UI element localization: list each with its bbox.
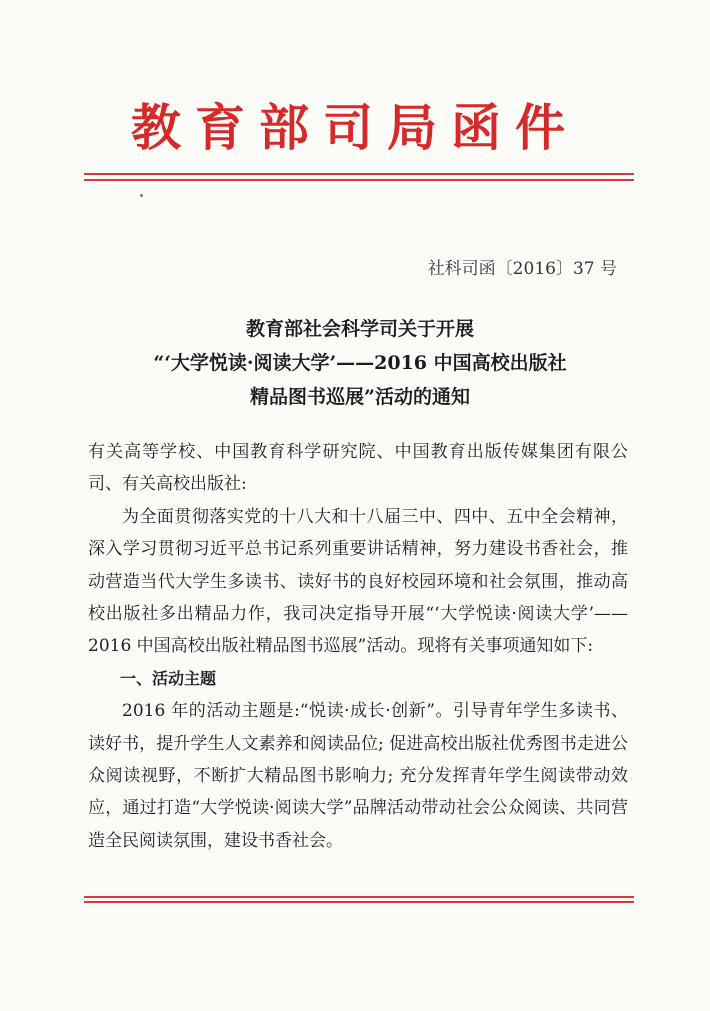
letterhead-title: 教育部司局函件 — [131, 98, 579, 157]
scan-speck — [140, 194, 143, 197]
intro-paragraph: 为全面贯彻落实党的十八大和十八届三中、四中、五中全会精神，深入学习贯彻习近平总书记系列重要讲话精神，努力建设书香社会，推动营造当代大学生多读书、读好书的良好校园环境和社会氛围，推动高校出版社多出精品力作，我司决定指导开展“‘大学悦读·阅读大学’——2016 中国高校出版社精品图书巡展”活动。现将有关事项通知如下: — [88, 506, 628, 657]
footer-rule-upper — [84, 896, 634, 898]
title-line-2: “‘大学悦读·阅读大学’——2016 中国高校出版社 — [153, 352, 567, 374]
section-paragraph: 2016 年的活动主题是:“悦读·成长·创新”。引导青年学生多读书、读好书，提升学生人文素养和阅读品位; 促进高校出版社优秀图书走进公众阅读视野，不断扩大精品图书影响力; 充分发挥青年学生阅读带动效应，通过打造“大学悦读·阅读大学”品牌活动带动社会公众阅读、共同营造全民阅读氛围，建设书香社会。 — [88, 701, 628, 851]
document-number: 社科司函〔2016〕37 号 — [427, 259, 617, 279]
title-line-1: 教育部社会科学司关于开展 — [245, 318, 474, 340]
letterhead-rule-upper — [84, 173, 634, 175]
document-title — [80, 312, 640, 414]
letterhead-rule-lower — [84, 179, 634, 181]
footer-rule-lower — [84, 901, 634, 903]
document-body — [88, 436, 628, 857]
addressee: 有关高等学校、中国教育科学研究院、中国教育出版传媒集团有限公司、有关高校出版社: — [88, 442, 628, 495]
title-line-3: 精品图书巡展”活动的通知 — [250, 386, 470, 408]
section-heading: 一、活动主题 — [120, 668, 217, 688]
